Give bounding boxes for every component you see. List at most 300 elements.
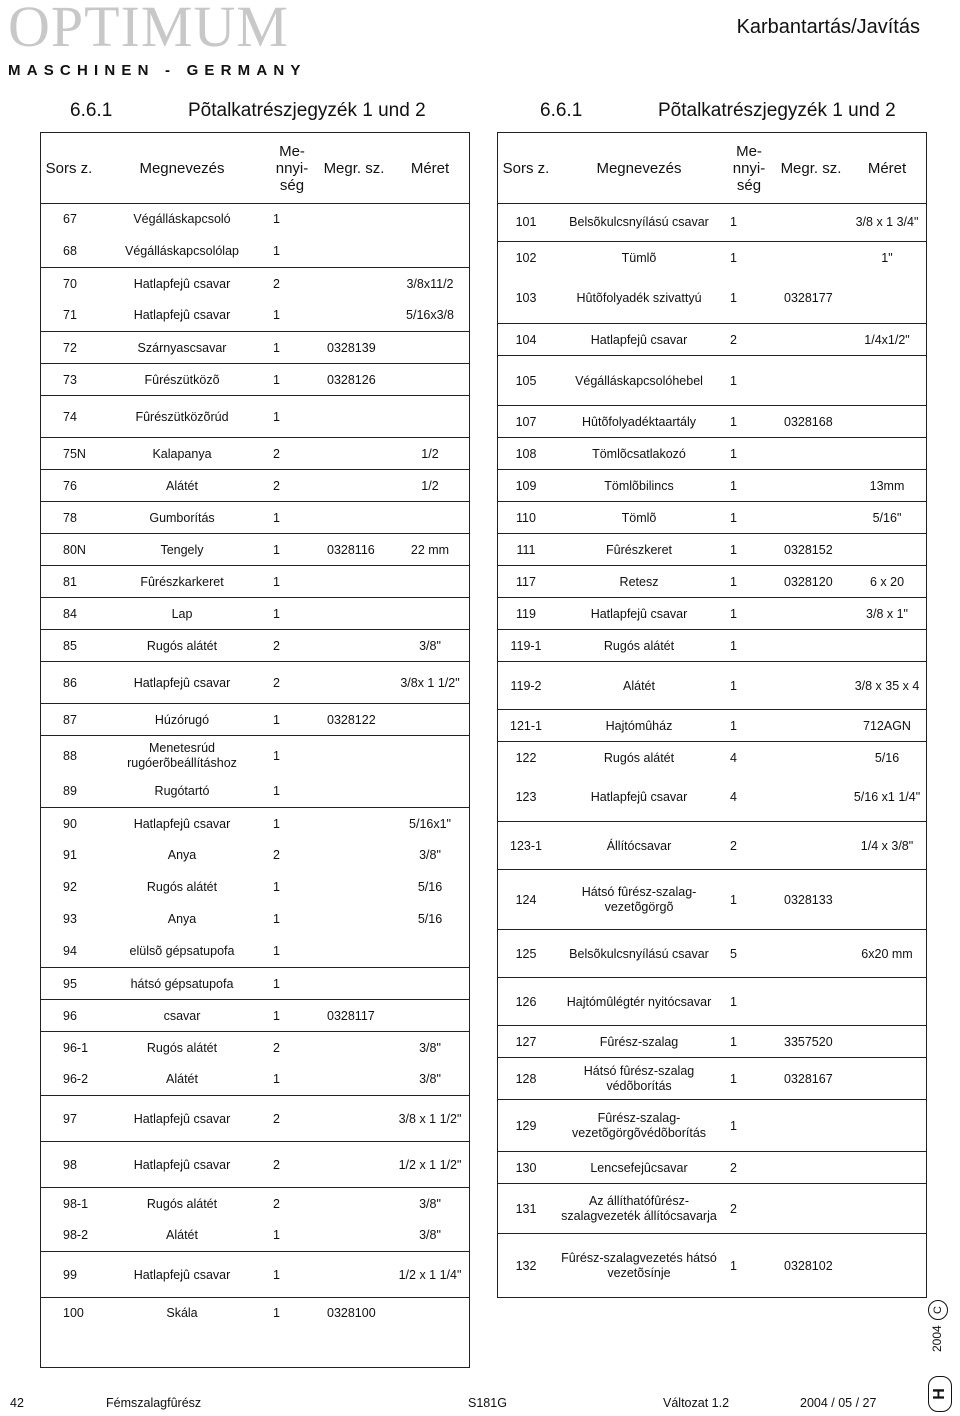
cell-qty: 1 (730, 250, 737, 265)
cell-size (391, 704, 469, 736)
cell-qty: 4 (730, 750, 737, 765)
cell-size: 3/8x11/2 (406, 276, 454, 291)
cell-size (391, 396, 469, 438)
cell-name: Alátét (166, 478, 198, 493)
cell-qty: 1 (273, 340, 280, 355)
cell-size (848, 1100, 926, 1152)
cell-qty: 1 (273, 372, 280, 387)
cell-name: Rugós alátét (603, 638, 675, 653)
col-header-size: Méret (410, 159, 450, 177)
cell-size (848, 1234, 926, 1298)
cell-sors: 98-2 (63, 1227, 89, 1242)
left-section-number: 6.6.1 (70, 100, 113, 121)
cell-sors: 88 (63, 748, 77, 763)
cell-qty: 1 (730, 373, 737, 388)
cell-name: Húzórugó (154, 712, 210, 727)
table-row (498, 437, 926, 470)
cell-name: Hatlapfejû csavar (133, 1267, 231, 1282)
cell-size: 3/8" (419, 1071, 441, 1086)
cell-qty: 1 (730, 290, 737, 305)
cell-megr: 0328168 (784, 414, 833, 429)
table-row (498, 501, 926, 534)
cell-sors: 96-1 (63, 1040, 89, 1055)
cell-megr (317, 630, 391, 662)
cell-qty: 1 (730, 1258, 737, 1273)
cell-qty: 2 (273, 1040, 280, 1055)
cell-sors: 122 (515, 750, 537, 765)
cell-size (848, 870, 926, 930)
cell-sors: 119-1 (510, 638, 542, 653)
table-row (41, 267, 469, 300)
col-header-size: Méret (867, 159, 907, 177)
cell-name: Hátsó fûrész-szalag védõborítás (583, 1064, 695, 1093)
cell-qty: 1 (730, 574, 737, 589)
table-row (498, 273, 926, 323)
table-row (498, 565, 926, 598)
table-row (41, 1095, 469, 1142)
right-section-text: Põtalkatrészjegyzék 1 und 2 (658, 100, 896, 121)
table-row (498, 355, 926, 406)
cell-sors: 97 (63, 1111, 77, 1126)
table-row (41, 1251, 469, 1298)
table-row (41, 871, 469, 903)
cell-sors: 128 (515, 1071, 537, 1086)
cell-megr: 0328126 (327, 372, 376, 387)
cell-sors: 119-2 (510, 678, 542, 693)
cell-megr (317, 299, 391, 331)
cell-megr (317, 1188, 391, 1220)
language-code: H (931, 1388, 948, 1400)
section-header: Karbantartás/Javítás (736, 16, 920, 38)
cell-megr: 0328167 (784, 1071, 833, 1086)
table-row (498, 929, 926, 978)
cell-megr: 0328102 (784, 1258, 833, 1273)
cell-name: Tengely (160, 542, 204, 557)
cell-sors: 119 (516, 606, 536, 621)
cell-sors: 87 (63, 712, 77, 727)
col-header-megr: Megr. sz. (780, 159, 842, 177)
cell-name: Rugós alátét (146, 1040, 218, 1055)
cell-size: 1" (881, 250, 893, 265)
cell-name: Rugós alátét (146, 1196, 218, 1211)
cell-name: Hûtõfolyadék szivattyú (576, 290, 702, 305)
cell-name: Gumborítás (149, 510, 215, 525)
footer-version: Változat 1.2 (663, 1396, 730, 1410)
cell-qty: 1 (730, 214, 737, 229)
cell-sors: 102 (515, 250, 537, 265)
cell-megr (317, 1252, 391, 1298)
cell-qty: 2 (730, 1160, 737, 1175)
cell-megr (317, 808, 391, 840)
cell-sors: 95 (63, 976, 77, 991)
col-header-name: Megnevezés (596, 159, 682, 177)
cell-megr: 3357520 (784, 1034, 833, 1049)
cell-megr (317, 566, 391, 598)
cell-name: Végálláskapcsoló (133, 211, 231, 226)
cell-qty: 1 (273, 1008, 280, 1023)
cell-megr (317, 1063, 391, 1095)
cell-name: Hatlapfejû csavar (133, 307, 231, 322)
col-header-name: Megnevezés (139, 159, 225, 177)
cell-name: hátsó gépsatupofa (130, 976, 234, 991)
table-row (41, 629, 469, 662)
cell-size (391, 935, 469, 967)
cell-sors: 93 (63, 911, 77, 926)
cell-megr (317, 1096, 391, 1142)
cell-qty: 1 (730, 678, 737, 693)
cell-size (391, 364, 469, 396)
cell-qty: 1 (730, 510, 737, 525)
table-row (41, 1297, 469, 1328)
cell-name: Alátét (166, 1227, 198, 1242)
col-header-qty: Me-nnyi-ség (732, 142, 766, 194)
cell-sors: 90 (63, 816, 77, 831)
cell-sors: 108 (515, 446, 537, 461)
cell-megr (317, 438, 391, 470)
table-row (498, 1151, 926, 1184)
cell-megr (774, 978, 848, 1026)
cell-megr (317, 662, 391, 704)
cell-sors: 94 (63, 943, 77, 958)
cell-sors: 75N (63, 446, 86, 461)
cell-name: Rugós alátét (603, 750, 675, 765)
cell-megr (317, 871, 391, 903)
cell-qty: 1 (273, 307, 280, 322)
table-row (41, 331, 469, 364)
cell-size: 1/2 x 1 1/4" (398, 1267, 462, 1282)
cell-qty: 1 (273, 1227, 280, 1242)
cell-size: 3/8" (419, 1227, 441, 1242)
cell-size (391, 598, 469, 630)
cell-qty: 1 (730, 638, 737, 653)
cell-sors: 76 (63, 478, 77, 493)
cell-sors: 123 (515, 789, 537, 804)
cell-megr: 0328152 (784, 542, 833, 557)
cell-megr (774, 930, 848, 978)
table-row (41, 1141, 469, 1188)
cell-qty: 1 (273, 911, 280, 926)
cell-qty: 2 (273, 276, 280, 291)
table-row (41, 565, 469, 598)
cell-sors: 96-2 (63, 1071, 89, 1086)
cell-size (848, 630, 926, 662)
cell-size: 3/8" (419, 1196, 441, 1211)
table-row (41, 437, 469, 470)
cell-qty: 2 (273, 1196, 280, 1211)
cell-size (848, 1058, 926, 1100)
cell-megr (317, 775, 391, 807)
cell-size (848, 1152, 926, 1184)
cell-sors: 100 (63, 1305, 84, 1320)
cell-name: Hatlapfejû csavar (133, 276, 231, 291)
cell-name: Kalapanya (152, 446, 212, 461)
table-row (41, 395, 469, 438)
cell-qty: 1 (730, 1034, 737, 1049)
cell-qty: 1 (273, 943, 280, 958)
table-row (41, 299, 469, 331)
cell-name: Tümlõ (621, 250, 657, 265)
cell-megr (774, 242, 848, 274)
cell-sors: 71 (63, 307, 77, 322)
cell-size: 3/8 x 35 x 4 (854, 678, 920, 693)
table-row (498, 709, 926, 742)
cell-qty: 1 (273, 1071, 280, 1086)
cell-qty: 2 (730, 1201, 737, 1216)
cell-name: Alátét (623, 678, 655, 693)
table-row (498, 1025, 926, 1058)
brand-logo (8, 2, 307, 79)
table-row (41, 203, 469, 235)
cell-name: Fûrészkarkeret (140, 574, 224, 589)
cell-name: Fûrész-szalag (599, 1034, 679, 1049)
cell-size: 712AGN (863, 718, 911, 733)
cell-size: 1/2 x 1 1/2" (398, 1157, 462, 1172)
cell-name: csavar (163, 1008, 201, 1023)
cell-name: Belsõkulcsnyílású csavar (569, 946, 709, 961)
cell-name: Hátsó fûrész-szalag-vezetõgörgõ (581, 885, 697, 914)
cell-name: Retesz (619, 574, 659, 589)
cell-qty: 1 (273, 606, 280, 621)
cell-sors: 73 (63, 372, 77, 387)
cell-size: 5/16x3/8 (406, 307, 454, 322)
table-row (41, 999, 469, 1032)
cell-qty: 2 (273, 446, 280, 461)
copyright-icon: C (928, 1300, 948, 1320)
cell-sors: 129 (515, 1118, 537, 1133)
cell-megr (317, 598, 391, 630)
cell-size (391, 566, 469, 598)
cell-size (391, 502, 469, 534)
cell-size: 5/16 x1 1/4" (853, 789, 921, 804)
brand-tagline: MASCHINEN - GERMANY (8, 62, 307, 79)
cell-megr (774, 598, 848, 630)
cell-qty: 1 (273, 748, 280, 763)
left-section-title (70, 100, 426, 122)
table-row (498, 1099, 926, 1152)
cell-sors: 78 (63, 510, 77, 525)
cell-megr: 0328116 (327, 542, 375, 557)
cell-qty: 1 (273, 574, 280, 589)
cell-name: Rugótartó (154, 783, 210, 798)
cell-size (391, 1000, 469, 1032)
table-row (41, 469, 469, 502)
cell-size: 5/16 (417, 911, 443, 926)
cell-qty: 1 (273, 712, 280, 727)
cell-name: elülsõ gépsatupofa (129, 943, 235, 958)
cell-megr (774, 630, 848, 662)
cell-megr (774, 470, 848, 502)
cell-sors: 89 (63, 783, 77, 798)
table-row (41, 1063, 469, 1095)
cell-megr (317, 1032, 391, 1064)
cell-name: Hatlapfejû csavar (590, 606, 688, 621)
cell-name: Hajtómûház (605, 718, 673, 733)
table-row (41, 807, 469, 840)
right-section-title (540, 100, 896, 122)
cell-size: 3/8 x 1 3/4" (855, 214, 919, 229)
cell-sors: 74 (63, 409, 77, 424)
cell-sors: 67 (63, 211, 77, 226)
footer-date: 2004 / 05 / 27 (800, 1396, 877, 1410)
cell-size (391, 203, 469, 235)
cell-name: Alátét (166, 1071, 198, 1086)
cell-name: Az állíthatófûrész-szalagvezeték állítócsavarja (561, 1194, 717, 1223)
cell-qty: 2 (273, 638, 280, 653)
cell-qty: 1 (273, 1267, 280, 1282)
cell-size (391, 968, 469, 1000)
cell-size (848, 273, 926, 323)
cell-megr (774, 662, 848, 710)
cell-size (848, 356, 926, 406)
cell-size: 1/4 x 3/8" (860, 838, 914, 853)
cell-sors: 70 (63, 276, 77, 291)
cell-size: 3/8" (419, 638, 441, 653)
cell-sors: 125 (515, 946, 537, 961)
col-header-sors: Sors z. (45, 159, 93, 177)
cell-size (391, 775, 469, 807)
cell-size (391, 332, 469, 364)
cell-sors: 105 (515, 373, 537, 388)
table-row (41, 533, 469, 566)
cell-name: Anya (167, 911, 197, 926)
cell-megr (774, 742, 848, 774)
cell-sors: 111 (516, 542, 536, 557)
cell-qty: 1 (273, 243, 280, 258)
cell-sors: 121-1 (510, 718, 542, 733)
cell-name: Fûrészütközõ (144, 372, 220, 387)
cell-size: 3/8x 1 1/2" (400, 675, 460, 690)
cell-qty: 1 (730, 892, 737, 907)
cell-megr (317, 736, 391, 776)
cell-qty: 2 (730, 838, 737, 853)
cell-qty: 1 (273, 1305, 280, 1320)
cell-megr: 0328100 (327, 1305, 376, 1320)
cell-name: Tömlõbilincs (604, 478, 674, 493)
cell-sors: 109 (515, 478, 537, 493)
cell-name: Hûtõfolyadéktaartály (582, 414, 696, 429)
cell-size: 6 x 20 (869, 574, 905, 589)
cell-megr (774, 203, 848, 241)
copyright-year: 2004 (930, 1325, 944, 1352)
cell-size: 5/16" (872, 510, 902, 525)
cell-megr (774, 324, 848, 356)
cell-qty: 4 (730, 789, 737, 804)
cell-size: 1/2 (421, 478, 439, 493)
cell-qty: 1 (730, 414, 737, 429)
cell-name: Fûrész-szalag-vezetõgörgõvédõborítás (571, 1111, 707, 1140)
col-header-qty: Me-nnyi-ség (275, 142, 309, 194)
cell-name: Belsõkulcsnyílású csavar (569, 214, 709, 229)
cell-megr (317, 203, 391, 235)
cell-qty: 1 (730, 446, 737, 461)
table-header (41, 133, 469, 204)
cell-sors: 126 (515, 994, 537, 1009)
cell-megr (774, 1184, 848, 1234)
cell-sors: 98 (63, 1157, 77, 1172)
cell-qty: 1 (273, 816, 280, 831)
cell-megr (317, 1142, 391, 1188)
cell-name: Hatlapfejû csavar (590, 789, 688, 804)
cell-name: Menetesrúd rugóerõbeállításhoz (127, 741, 237, 770)
table-header (498, 133, 926, 204)
cell-name: Lencsefejûcsavar (590, 1160, 688, 1175)
table-row (41, 501, 469, 534)
cell-qty: 1 (730, 606, 737, 621)
table-row (41, 775, 469, 807)
left-section-text: Põtalkatrészjegyzék 1 und 2 (188, 100, 426, 121)
cell-name: Rugós alátét (146, 638, 218, 653)
cell-name: Fûrészütközõrúd (135, 409, 229, 424)
table-row (41, 935, 469, 967)
table-row (498, 597, 926, 630)
parts-table-right (497, 132, 927, 1298)
cell-megr (774, 822, 848, 870)
cell-size: 1/4x1/2" (864, 332, 910, 347)
cell-sors: 132 (515, 1258, 537, 1273)
cell-name: Szárnyascsavar (137, 340, 227, 355)
cell-sors: 131 (515, 1201, 537, 1216)
cell-sors: 104 (515, 332, 537, 347)
col-header-megr: Megr. sz. (323, 159, 385, 177)
table-row (498, 405, 926, 438)
table-row (41, 661, 469, 704)
cell-megr (317, 235, 391, 267)
cell-name: Végálláskapcsolólap (125, 243, 239, 258)
cell-megr (774, 502, 848, 534)
cell-sors: 72 (63, 340, 77, 355)
cell-sors: 80N (63, 542, 86, 557)
table-row (41, 839, 469, 871)
cell-megr: 0328133 (784, 892, 833, 907)
cell-qty: 2 (273, 675, 280, 690)
cell-sors: 130 (515, 1160, 537, 1175)
cell-megr (774, 710, 848, 742)
cell-qty: 2 (273, 1111, 280, 1126)
cell-sors: 124 (515, 892, 537, 907)
cell-name: Hatlapfejû csavar (133, 1157, 231, 1172)
cell-sors: 107 (515, 414, 537, 429)
cell-name: Állítócsavar (606, 838, 672, 853)
cell-size (391, 736, 469, 776)
parts-table-left (40, 132, 470, 1368)
cell-qty: 1 (730, 718, 737, 733)
cell-sors: 85 (63, 638, 77, 653)
cell-size: 6x20 mm (861, 946, 913, 961)
cell-sors: 99 (63, 1267, 77, 1282)
cell-name: Rugós alátét (146, 879, 218, 894)
cell-megr (317, 1219, 391, 1251)
cell-sors: 98-1 (63, 1196, 89, 1211)
cell-megr (317, 268, 391, 300)
table-row (41, 903, 469, 935)
cell-size (848, 406, 926, 438)
cell-qty: 2 (273, 1157, 280, 1172)
cell-megr (774, 1152, 848, 1184)
cell-size: 5/16 (417, 879, 443, 894)
table-row (41, 967, 469, 1000)
table-row (498, 241, 926, 274)
cell-size (848, 1026, 926, 1058)
cell-size: 3/8 x 1" (866, 606, 908, 621)
cell-size (391, 1298, 469, 1328)
cell-megr (317, 839, 391, 871)
cell-qty: 2 (273, 478, 280, 493)
cell-sors: 123-1 (510, 838, 542, 853)
cell-size: 5/16 (874, 750, 900, 765)
table-row (498, 773, 926, 821)
cell-megr (317, 396, 391, 438)
cell-qty: 1 (730, 1071, 737, 1086)
